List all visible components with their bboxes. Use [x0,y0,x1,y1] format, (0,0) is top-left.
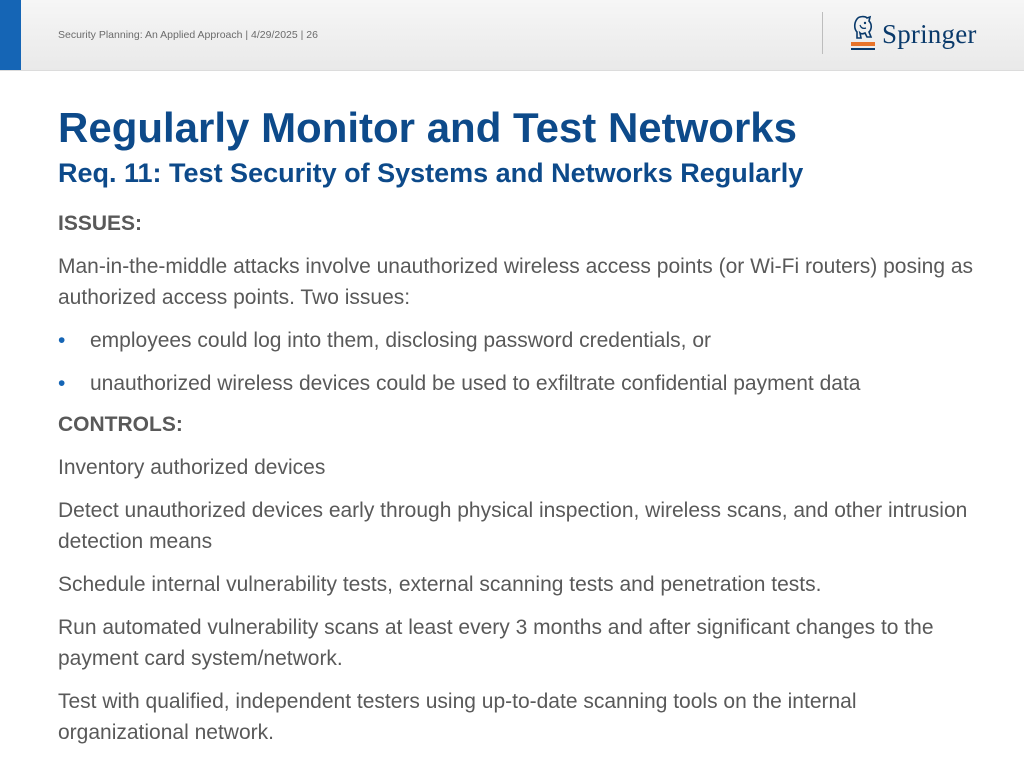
bullet-item [58,368,988,399]
bullet-item [58,325,988,356]
control-item: Run automated vulnerability scans at least every 3 months and after significant changes to the payment card system/network. [58,616,934,670]
slide-subtitle: Req. 11: Test Security of Systems and Networks Regularly [58,158,804,188]
slide-body [58,208,988,748]
bullet-text: unauthorized wireless devices could be used to exfiltrate confidential payment data [90,372,861,395]
bullet-text: employees could log into them, disclosing password credentials, or [90,329,711,352]
control-item: Inventory authorized devices [58,456,326,479]
control-item: Detect unauthorized devices early through physical inspection, wireless scans, and other intrusion detection means [58,499,968,553]
springer-horse-icon [848,15,878,53]
header-accent-bar [0,0,21,70]
header-footer-text: Security Planning: An Applied Approach | 4/29/2025 | 26 [58,29,318,41]
slide-content [58,102,988,748]
issues-intro: Man-in-the-middle attacks involve unauthorized wireless access points (or Wi-Fi routers) posing as authorized access points. Two issues: [58,255,974,309]
springer-logo [848,14,977,54]
slide-title: Regularly Monitor and Test Networks [58,104,797,151]
header-divider [822,12,823,54]
control-item: Test with qualified, independent testers using up-to-date scanning tools on the internal organizational network. [58,690,857,744]
logo-text: Springer [882,18,977,49]
issues-label: ISSUES: [58,212,143,235]
control-item: Schedule internal vulnerability tests, external scanning tests and penetration tests. [58,573,822,596]
controls-label: CONTROLS: [58,413,183,436]
bullet-icon: • [58,329,66,352]
bullet-icon: • [58,372,66,395]
slide-header [0,0,1024,71]
